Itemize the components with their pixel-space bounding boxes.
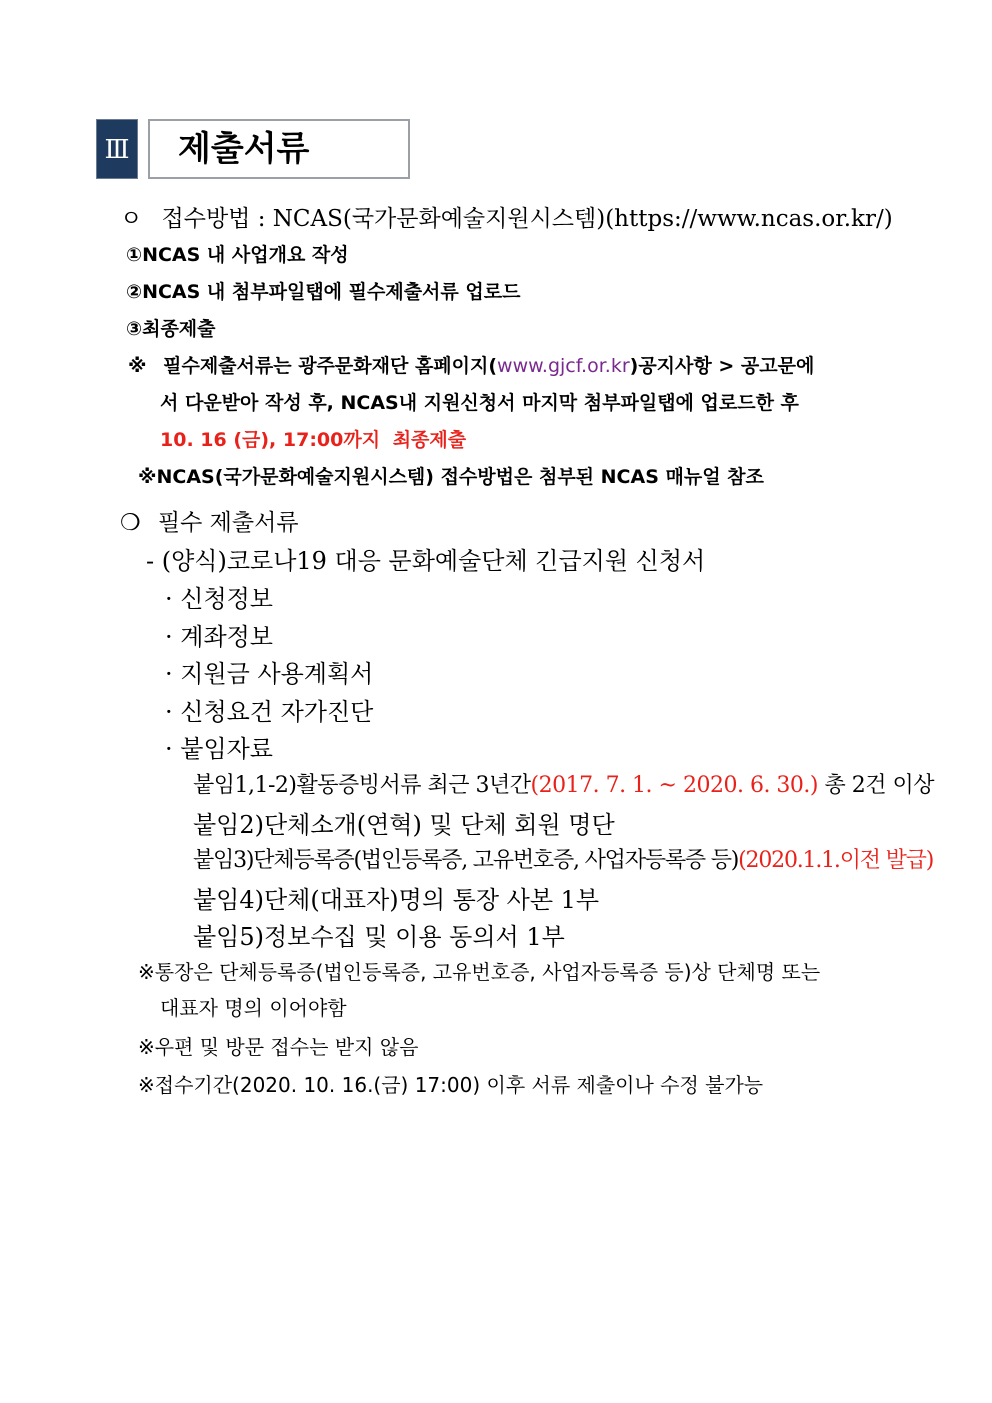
required-title: 필수 제출서류 xyxy=(157,510,299,536)
note-deadline: ※접수기간(2020. 10. 16.(금) 17:00) 이후 서류 제출이나 수정 불가능 xyxy=(138,1073,764,1097)
attachment-3-date: (2020.1.1.이전 발급) xyxy=(738,848,934,873)
note-account-line-2: 대표자 명의 이어야함 xyxy=(160,996,347,1020)
attachment-3 xyxy=(193,843,933,874)
step-2: ②NCAS 내 첨부파일탭에 필수제출서류 업로드 xyxy=(126,281,521,303)
note-line-1b: )공지사항 > 공고문에 xyxy=(629,355,815,377)
note-mark: ※ xyxy=(128,355,147,377)
section-title: 제출서류 xyxy=(148,119,410,179)
item-applicant-info: · 신청정보 xyxy=(165,585,273,613)
section-number: Ⅲ xyxy=(96,119,138,179)
deadline-text: 10. 16 (금), 17:00까지 xyxy=(160,429,381,451)
note-line-1 xyxy=(128,351,814,378)
manual-note: ※NCAS(국가문화예술지원시스템) 접수방법은 첨부된 NCAS 매뉴얼 참조 xyxy=(138,466,764,488)
step-1: ①NCAS 내 사업개요 작성 xyxy=(126,244,349,266)
item-account-info: · 계좌정보 xyxy=(165,623,273,651)
homepage-link[interactable]: www.gjcf.or.kr xyxy=(497,355,630,377)
attachment-1-period: (2017. 7. 1. ~ 2020. 6. 30.) xyxy=(530,773,818,798)
final-submit-text: 최종제출 xyxy=(392,429,467,451)
note-line-3 xyxy=(160,425,466,452)
step-3: ③최종제출 xyxy=(126,318,216,340)
item-self-check: · 신청요건 자가진단 xyxy=(165,698,374,726)
attachment-1 xyxy=(193,768,934,799)
attachment-5: 붙임5)정보수집 및 이용 동의서 1부 xyxy=(193,923,565,951)
required-heading xyxy=(120,504,299,537)
note-line-2: 서 다운받아 작성 후, NCAS내 지원신청서 마지막 첨부파일탭에 업로드한 후 xyxy=(160,392,799,414)
attachment-1-text: 붙임1,1-2)활동증빙서류 최근 3년간 xyxy=(193,773,531,798)
required-bullet: ❍ xyxy=(120,510,141,536)
method-text: 접수방법 : NCAS(국가문화예술지원시스템)(https://www.ncas.or.kr/) xyxy=(161,206,893,232)
attachment-3-text: 붙임3)단체등록증(법인등록증, 고유번호증, 사업자등록증 등) xyxy=(193,848,739,873)
attachment-2: 붙임2)단체소개(연혁) 및 단체 회원 명단 xyxy=(193,811,615,839)
attachment-4: 붙임4)단체(대표자)명의 통장 사본 1부 xyxy=(193,886,600,914)
method-line xyxy=(120,200,893,233)
item-budget-plan: · 지원금 사용계획서 xyxy=(165,660,374,688)
note-no-mail: ※우편 및 방문 접수는 받지 않음 xyxy=(138,1035,419,1059)
item-attachments: · 붙임자료 xyxy=(165,735,273,763)
note-account-line-1: ※통장은 단체등록증(법인등록증, 고유번호증, 사업자등록증 등)상 단체명 또는 xyxy=(138,960,821,984)
attachment-1-count: 총 2건 이상 xyxy=(818,773,934,798)
note-line-1a: 필수제출서류는 광주문화재단 홈페이지( xyxy=(163,355,498,377)
method-bullet: ㅇ xyxy=(120,206,143,232)
form-title: - (양식)코로나19 대응 문화예술단체 긴급지원 신청서 xyxy=(146,547,706,575)
